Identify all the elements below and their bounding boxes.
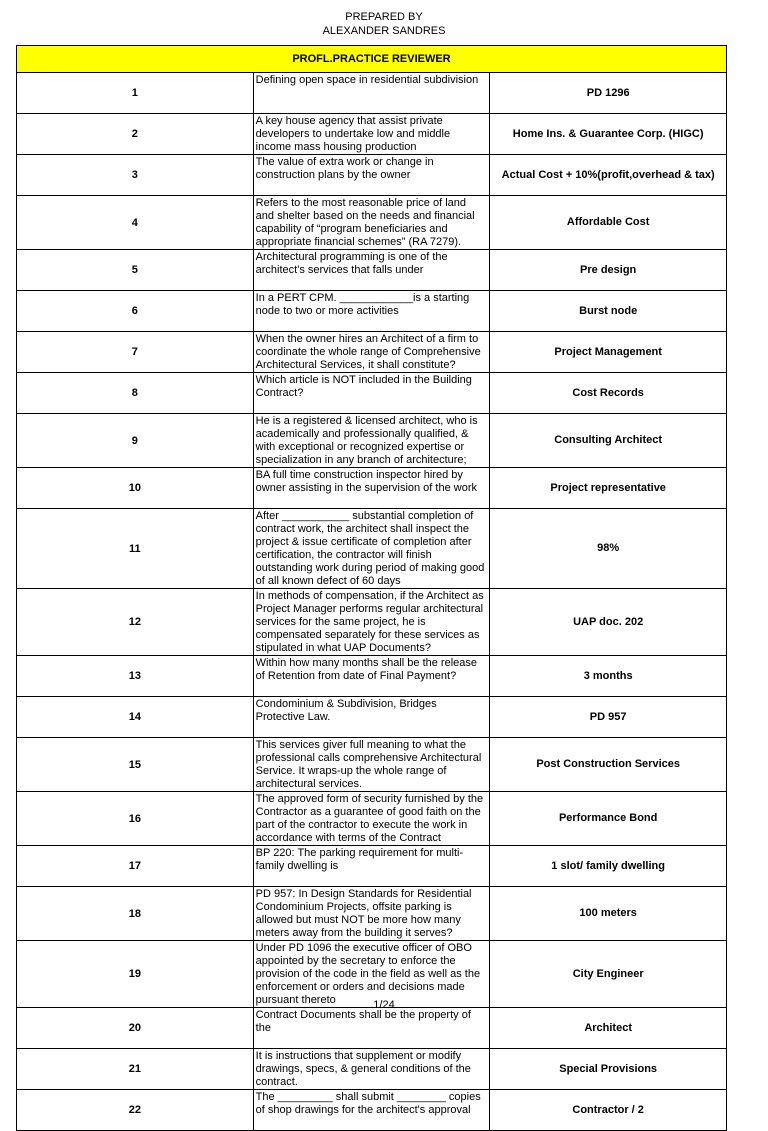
table-row xyxy=(17,250,727,291)
answer-text: 100 meters xyxy=(490,887,727,941)
question-number: 6 xyxy=(17,291,254,332)
table-row xyxy=(17,941,727,1008)
table-row xyxy=(17,1049,727,1090)
table-row xyxy=(17,509,727,589)
table-row xyxy=(17,697,727,738)
table-row xyxy=(17,887,727,941)
question-text: The value of extra work or change in construction plans by the owner xyxy=(253,155,490,196)
table-row xyxy=(17,846,727,887)
table-row xyxy=(17,792,727,846)
answer-text: City Engineer xyxy=(490,941,727,1008)
question-text: Architectural programming is one of the architect's services that falls under xyxy=(253,250,490,291)
question-number: 20 xyxy=(17,1008,254,1049)
answer-text: PD 1296 xyxy=(490,73,727,114)
answer-text: PD 957 xyxy=(490,697,727,738)
question-text: The approved form of security furnished by the Contractor as a guarantee of good faith on the part of the contractor to execute the work in accordance with terms of the Contract xyxy=(253,792,490,846)
question-text: When the owner hires an Architect of a firm to coordinate the whole range of Comprehensive Architectural Services, it shall constitute? xyxy=(253,332,490,373)
answer-text: Actual Cost + 10%(profit,overhead & tax) xyxy=(490,155,727,196)
table-row xyxy=(17,1090,727,1131)
page-number: 1/24 xyxy=(373,999,395,1011)
question-number: 15 xyxy=(17,738,254,792)
question-number: 7 xyxy=(17,332,254,373)
table-row xyxy=(17,373,727,414)
answer-text: 1 slot/ family dwelling xyxy=(490,846,727,887)
question-text: Which article is NOT included in the Building Contract? xyxy=(253,373,490,414)
answer-text: Project Management xyxy=(490,332,727,373)
question-number: 19 xyxy=(17,941,254,1008)
table-row xyxy=(17,738,727,792)
table-title: PROFL.PRACTICE REVIEWER xyxy=(17,46,727,73)
answer-text: Special Provisions xyxy=(490,1049,727,1090)
question-text: This services giver full meaning to what the professional calls comprehensive Architectural Service. It wraps-up the whole range of architectural services. xyxy=(253,738,490,792)
question-text: A key house agency that assist private developers to undertake low and middle income mass housing production xyxy=(253,114,490,155)
question-number: 21 xyxy=(17,1049,254,1090)
question-number: 18 xyxy=(17,887,254,941)
answer-text: UAP doc. 202 xyxy=(490,589,727,656)
question-text: PD 957: In Design Standards for Residential Condominium Projects, offsite parking is allowed but must NOT be more how many meters away from the building it serves? xyxy=(253,887,490,941)
question-number: 13 xyxy=(17,656,254,697)
question-text: In a PERT CPM. ____________is a starting node to two or more activities xyxy=(253,291,490,332)
author-name: ALEXANDER SANDRES xyxy=(322,25,446,37)
question-number: 4 xyxy=(17,196,254,250)
table-row xyxy=(17,414,727,468)
table-row xyxy=(17,589,727,656)
question-text: Under PD 1096 the executive officer of OBO appointed by the secretary to enforce the provision of the code in the field as well as the enforcement or orders and decisions made pursuant thereto xyxy=(253,941,490,1008)
question-text: It is instructions that supplement or modify drawings, specs, & general conditions of the contract. xyxy=(253,1049,490,1090)
question-number: 12 xyxy=(17,589,254,656)
question-number: 22 xyxy=(17,1090,254,1131)
table-row xyxy=(17,656,727,697)
question-text: Defining open space in residential subdivision xyxy=(253,73,490,114)
question-text: After ___________ substantial completion of contract work, the architect shall inspect the project & issue certificate of completion after certification, the contractor will finish outstanding work during period of making good of all known defect of 60 days xyxy=(253,509,490,589)
question-text: BP 220: The parking requirement for multi-family dwelling is xyxy=(253,846,490,887)
table-row xyxy=(17,291,727,332)
question-number: 11 xyxy=(17,509,254,589)
question-text: BA full time construction inspector hired by owner assisting in the supervision of the work xyxy=(253,468,490,509)
answer-text: 98% xyxy=(490,509,727,589)
question-text: In methods of compensation, if the Architect as Project Manager performs regular architectural services for the same project, he is compensated separately for these services as stipulated in what UAP Documents? xyxy=(253,589,490,656)
question-text: He is a registered & licensed architect, who is academically and professionally qualified, & with exceptional or recognized expertise or specialization in any branch of architecture; xyxy=(253,414,490,468)
table-row xyxy=(17,468,727,509)
answer-text: Architect xyxy=(490,1008,727,1049)
prepared-by-label: PREPARED BY xyxy=(345,11,423,23)
answer-text: Affordable Cost xyxy=(490,196,727,250)
table-row xyxy=(17,196,727,250)
table-row xyxy=(17,155,727,196)
table-title-row xyxy=(17,46,727,73)
table-row xyxy=(17,73,727,114)
question-text: Within how many months shall be the release of Retention from date of Final Payment? xyxy=(253,656,490,697)
question-number: 9 xyxy=(17,414,254,468)
question-number: 16 xyxy=(17,792,254,846)
question-number: 8 xyxy=(17,373,254,414)
question-number: 1 xyxy=(17,73,254,114)
question-number: 10 xyxy=(17,468,254,509)
answer-text: Consulting Architect xyxy=(490,414,727,468)
answer-text: 3 months xyxy=(490,656,727,697)
reviewer-table xyxy=(16,45,727,1131)
table-row xyxy=(17,114,727,155)
table-row xyxy=(17,1008,727,1049)
answer-text: Post Construction Services xyxy=(490,738,727,792)
question-number: 3 xyxy=(17,155,254,196)
question-number: 2 xyxy=(17,114,254,155)
question-text: The _________ shall submit ________ copies of shop drawings for the architect's approval xyxy=(253,1090,490,1131)
answer-text: Performance Bond xyxy=(490,792,727,846)
answer-text: Contractor / 2 xyxy=(490,1090,727,1131)
answer-text: Home Ins. & Guarantee Corp. (HIGC) xyxy=(490,114,727,155)
answer-text: Pre design xyxy=(490,250,727,291)
table-row xyxy=(17,332,727,373)
question-number: 17 xyxy=(17,846,254,887)
answer-text: Cost Records xyxy=(490,373,727,414)
answer-text: Project representative xyxy=(490,468,727,509)
document-header xyxy=(0,10,768,38)
question-number: 14 xyxy=(17,697,254,738)
question-text: Condominium & Subdivision, Bridges Protective Law. xyxy=(253,697,490,738)
question-number: 5 xyxy=(17,250,254,291)
question-text: Refers to the most reasonable price of land and shelter based on the needs and financial capability of “program beneficiaries and appropriate financial schemes” (RA 7279). xyxy=(253,196,490,250)
question-text: Contract Documents shall be the property of the xyxy=(253,1008,490,1049)
answer-text: Burst node xyxy=(490,291,727,332)
